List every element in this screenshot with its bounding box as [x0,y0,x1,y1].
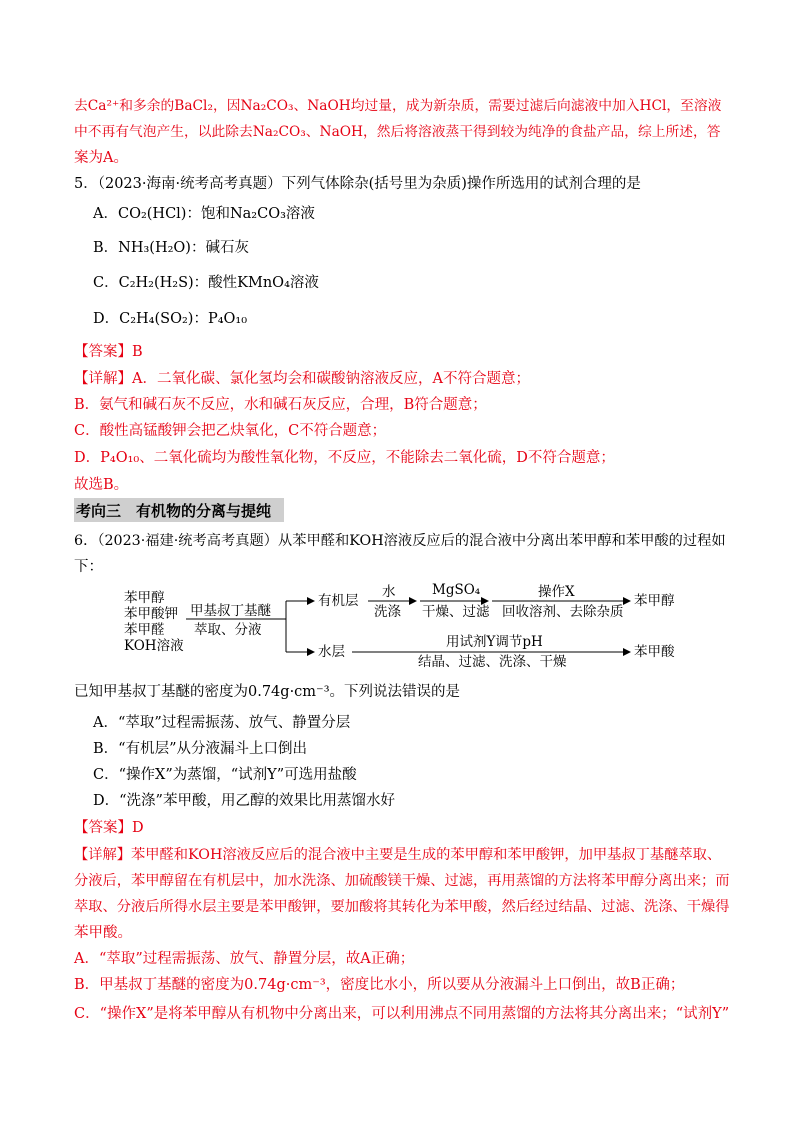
wash-reagent: 水 [382,584,396,600]
q6-option-b: B．“有机层”从分液漏斗上口倒出 [93,741,307,757]
aqueous-layer: 水层 [318,644,345,660]
step1-operation: 萃取、分液 [194,622,262,638]
q6-explain-7: C．“操作X”是将苯甲醇从有机物中分离出来，可以利用沸点不同用蒸馏的方法将其分离出来；“试剂Y” [74,1006,730,1022]
operation-x-label: 操作X [538,584,575,600]
product-benzyl-alcohol: 苯甲醇 [634,593,675,609]
dry-operation: 干燥、过滤 [422,604,490,620]
q5-explain-2: B．氨气和碱石灰不反应，水和碱石灰反应，合理，B符合题意； [74,397,487,413]
q6-stem-line-1: 6．（2023·福建·统考高考真题）从苯甲醛和KOH溶液反应后的混合液中分离出苯甲醇和苯甲酸的过程如 [74,533,726,549]
wash-operation: 洗涤 [374,604,401,620]
q6-explain-2: 分液后，苯甲醇留在有机层中，加水洗涤、加硫酸镁干燥、过滤，再用蒸馏的方法将苯甲醇分离出来；而 [74,873,730,889]
q5-option-c: C．C₂H₂(H₂S)：酸性KMnO₄溶液 [93,275,319,291]
section-heading [74,498,284,522]
q6-explain-4: 苯甲酸。 [74,925,132,941]
q6-option-a: A．“萃取”过程需振荡、放气、静置分层 [93,715,351,731]
q6-explain-6: B．甲基叔丁基醚的密度为0.74g·cm⁻³，密度比水小，所以要从分液漏斗上口倒出，故B正确； [74,977,685,993]
q6-option-c: C．“操作X”为蒸馏，“试剂Y”可选用盐酸 [93,767,357,783]
reagent-y-label: 用试剂Y调节pH [446,634,543,650]
mix-benzaldehyde: 苯甲醛 [124,622,165,638]
q5-explain-3: C．酸性高锰酸钾会把乙炔氧化，C不符合题意； [74,423,387,439]
q5-explain-4: D．P₄O₁₀、二氧化硫均为酸性氧化物，不反应，不能除去二氧化硫，D不符合题意； [74,450,615,466]
q6-known-condition: 已知甲基叔丁基醚的密度为0.74g·cm⁻³。下列说法错误的是 [74,684,461,700]
prev-explain-line-2: 中不再有气泡产生，以此除去Na₂CO₃、NaOH，然后将溶液蒸干得到较为纯净的食盐产品，综上所述，答 [74,124,721,140]
q6-explain-1: 【详解】苯甲醛和KOH溶液反应后的混合液中主要是生成的苯甲醇和苯甲酸钾，加甲基叔丁基醚萃取、 [74,847,722,863]
operation-x-steps: 回收溶剂、去除杂质 [502,604,624,620]
q5-stem: 5．（2023·海南·统考高考真题）下列气体除杂(括号里为杂质)操作所选用的试剂合理的是 [74,176,641,192]
q6-option-d: D．“洗涤”苯甲酸，用乙醇的效果比用蒸馏水好 [93,793,395,809]
mix-benzyl-alcohol: 苯甲醇 [124,590,165,606]
q5-option-b: B．NH₃(H₂O)：碱石灰 [93,240,249,256]
separation-flow-diagram [120,582,700,670]
prev-explain-line-3: 案为A。 [74,150,128,166]
q6-explain-5: A．“萃取”过程需振荡、放气、静置分层，故A正确； [74,951,415,967]
section-title: 考向三 有机物的分离与提纯 [76,502,272,520]
mix-potassium-benzoate: 苯甲酸钾 [124,606,178,622]
step1-reagent: 甲基叔丁基醚 [190,603,271,619]
prev-explain-line-1: 去Ca²⁺和多余的BaCl₂，因Na₂CO₃、NaOH均过量，成为新杂质，需要过滤后向滤液中加入HCl，至溶液 [74,98,722,114]
q5-explain-5: 故选B。 [74,477,129,493]
organic-layer: 有机层 [318,593,359,609]
q6-explain-3: 萃取、分液后所得水层主要是苯甲酸钾，要加酸将其转化为苯甲酸，然后经过结晶、过滤、洗涤、干燥得 [74,899,730,915]
product-benzoic-acid: 苯甲酸 [634,644,675,660]
q6-answer: 【答案】D [74,820,144,836]
q5-answer: 【答案】B [74,344,143,360]
mix-koh-solution: KOH溶液 [124,638,184,654]
q5-option-d: D．C₂H₄(SO₂)：P₄O₁₀ [93,311,248,327]
q5-explain-1: 【详解】A．二氧化碳、氯化氢均会和碳酸钠溶液反应，A不符合题意； [74,371,530,387]
q5-option-a: A．CO₂(HCl)：饱和Na₂CO₃溶液 [93,206,315,222]
q6-stem-line-2: 下： [74,559,103,575]
dry-reagent: MgSO₄ [432,582,481,598]
reagent-y-steps: 结晶、过滤、洗涤、干燥 [418,654,567,670]
